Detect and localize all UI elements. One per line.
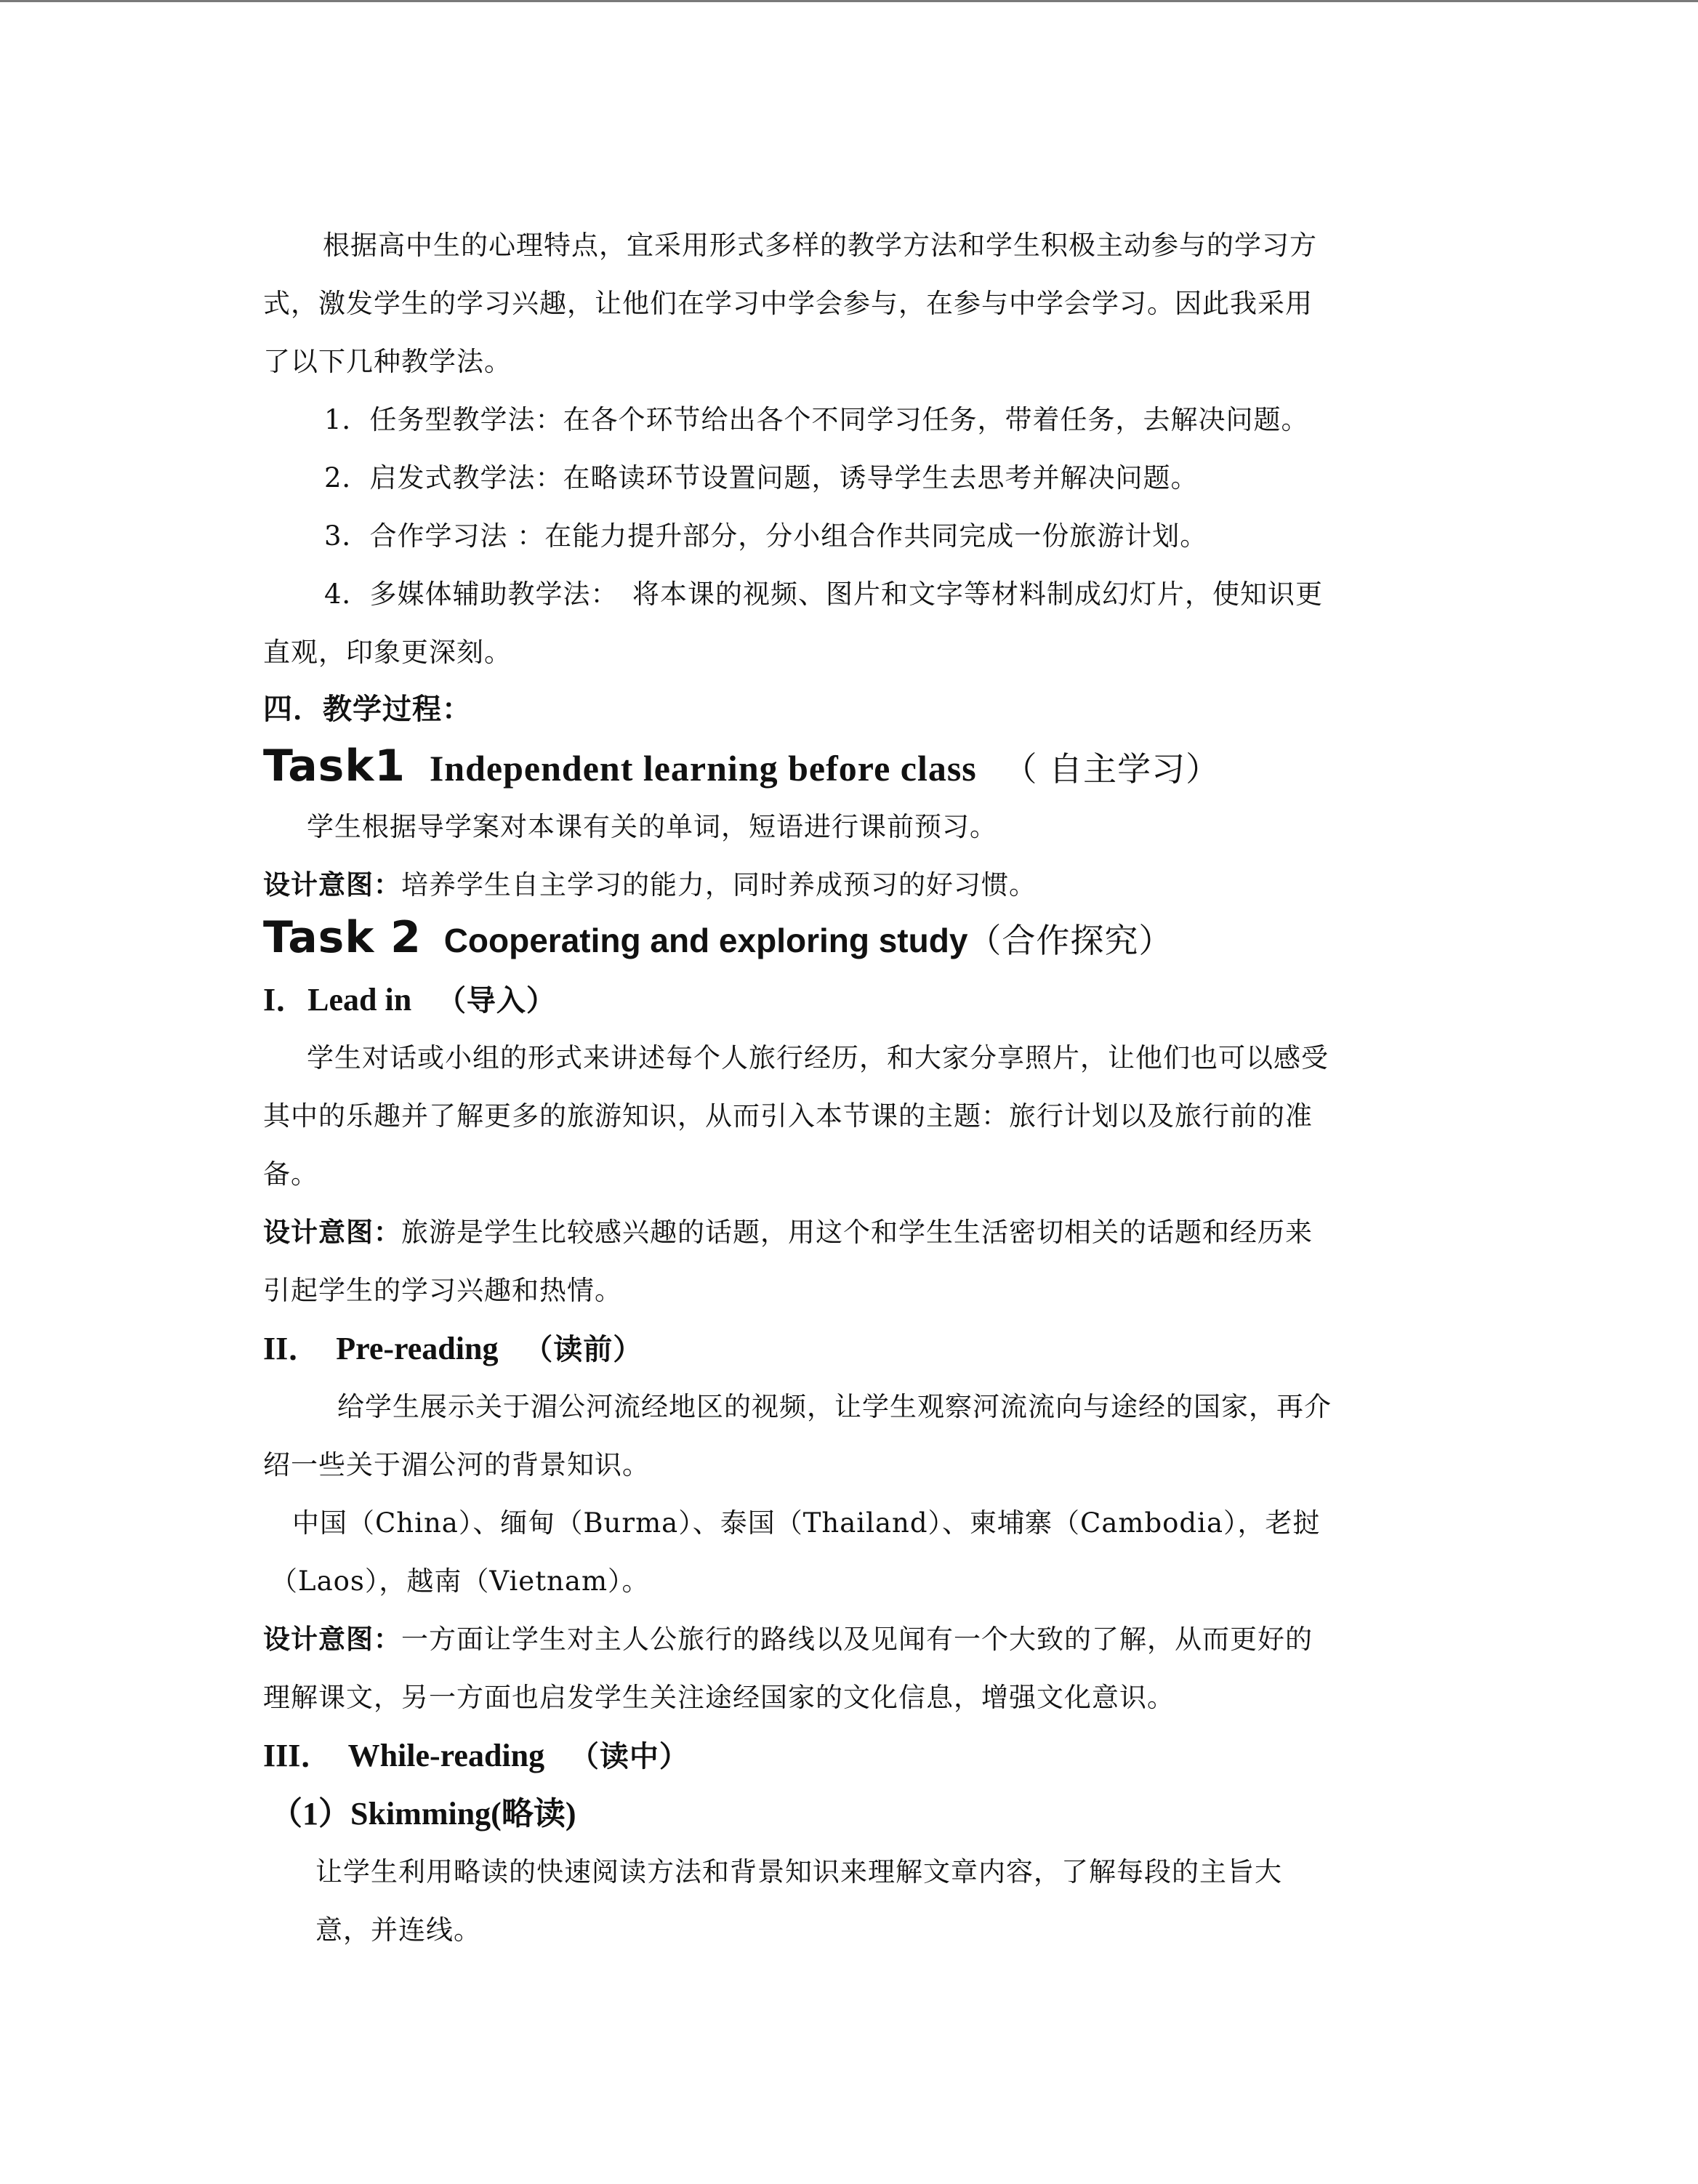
while-reading-heading: [263, 1736, 689, 1778]
task1-title: Independent learning before class: [429, 748, 977, 789]
method-item-4-continued: 直观，印象更深刻。: [263, 637, 512, 668]
lead-in-line-2: 其中的乐趣并了解更多的旅游知识，从而引入本节课的主题：旅行计划以及旅行前的准: [263, 1100, 1313, 1132]
pre-reading-intent-line-2: 理解课文，另一方面也启发学生关注途经国家的文化信息，增强文化意识。: [263, 1682, 1175, 1713]
lead-in-heading: [263, 980, 556, 1022]
pre-reading-line-2: 绍一些关于湄公河的背景知识。: [263, 1449, 650, 1480]
task1-cn-title: （ 自主学习）: [1003, 749, 1220, 789]
skimming-heading: （1）Skimming(略读): [270, 1796, 576, 1832]
intro-line-1: 根据高中生的心理特点，宜采用形式多样的教学方法和学生积极主动参与的学习方: [323, 230, 1317, 261]
task1-intent: [263, 865, 1037, 906]
top-border-line: [0, 0, 1698, 2]
task2-label: Task 2: [263, 912, 422, 963]
task1-intent-text: 培养学生自主学习的能力，同时养成预习的好习惯。: [401, 869, 1037, 900]
method-item-3: 3．合作学习法 ：在能力提升部分，分小组合作共同完成一份旅游计划。: [324, 520, 1208, 552]
lead-in-intent: [263, 1212, 1313, 1253]
while-reading-heading-cn: （读中）: [569, 1740, 689, 1773]
countries-line-1: 中国（China）、缅甸（Burma）、泰国（Thailand）、柬埔寨（Cambodia），老挝: [292, 1507, 1321, 1539]
method-item-4: 4．多媒体辅助教学法： 将本课的视频、图片和文字等材料制成幻灯片，使知识更: [324, 579, 1324, 610]
lead-in-line-3: 备。: [263, 1159, 318, 1190]
intro-line-2: 式，激发学生的学习兴趣，让他们在学习中学会参与，在参与中学会学习。因此我采用: [263, 288, 1313, 319]
while-reading-heading-en: III． While-reading: [263, 1738, 545, 1773]
method-item-2: 2．启发式教学法：在略读环节设置问题，诱导学生去思考并解决问题。: [324, 462, 1199, 493]
while-reading-line-1: 让学生利用略读的快速阅读方法和背景知识来理解文章内容，了解每段的主旨大: [315, 1856, 1282, 1887]
pre-reading-intent-line-1: 一方面让学生对主人公旅行的路线以及见闻有一个大致的了解，从而更好的: [401, 1624, 1313, 1655]
lead-in-heading-cn: （导入）: [436, 984, 556, 1018]
section-heading: 四．教学过程：: [263, 693, 472, 726]
pre-reading-intent: [263, 1619, 1313, 1660]
task2-title: Cooperating and exploring study: [443, 922, 968, 959]
lead-in-line-1: 学生对话或小组的形式来讲述每个人旅行经历，和大家分享照片，让他们也可以感受: [307, 1042, 1329, 1073]
method-item-1: 1．任务型教学法：在各个环节给出各个不同学习任务，带着任务，去解决问题。: [324, 404, 1309, 435]
while-reading-line-2: 意，并连线。: [315, 1914, 481, 1946]
pre-reading-intent-label: 设计意图：: [263, 1624, 401, 1655]
pre-reading-heading-cn: （读前）: [523, 1333, 643, 1366]
task1-heading: [263, 737, 1220, 801]
pre-reading-heading: [263, 1329, 643, 1371]
task2-cn-title: （合作探究）: [967, 921, 1173, 960]
task2-heading: [263, 908, 1172, 972]
lead-in-heading-en: I．Lead in: [263, 982, 412, 1018]
pre-reading-line-1: 给学生展示关于湄公河流经地区的视频，让学生观察河流流向与途经的国家，再介: [337, 1391, 1332, 1422]
task1-text: 学生根据导学案对本课有关的单词，短语进行课前预习。: [307, 811, 997, 842]
intro-line-3: 了以下几种教学法。: [263, 346, 512, 377]
task1-intent-label: 设计意图：: [263, 869, 401, 900]
lead-in-intent-line-2: 引起学生的学习兴趣和热情。: [263, 1275, 622, 1306]
pre-reading-heading-en: II． Pre-reading: [263, 1331, 499, 1366]
task1-label: Task1: [263, 741, 406, 791]
countries-line-2: （Laos），越南（Vietnam）。: [270, 1566, 650, 1597]
lead-in-intent-label: 设计意图：: [263, 1217, 401, 1248]
lead-in-intent-line-1: 旅游是学生比较感兴趣的话题，用这个和学生生活密切相关的话题和经历来: [401, 1217, 1313, 1248]
